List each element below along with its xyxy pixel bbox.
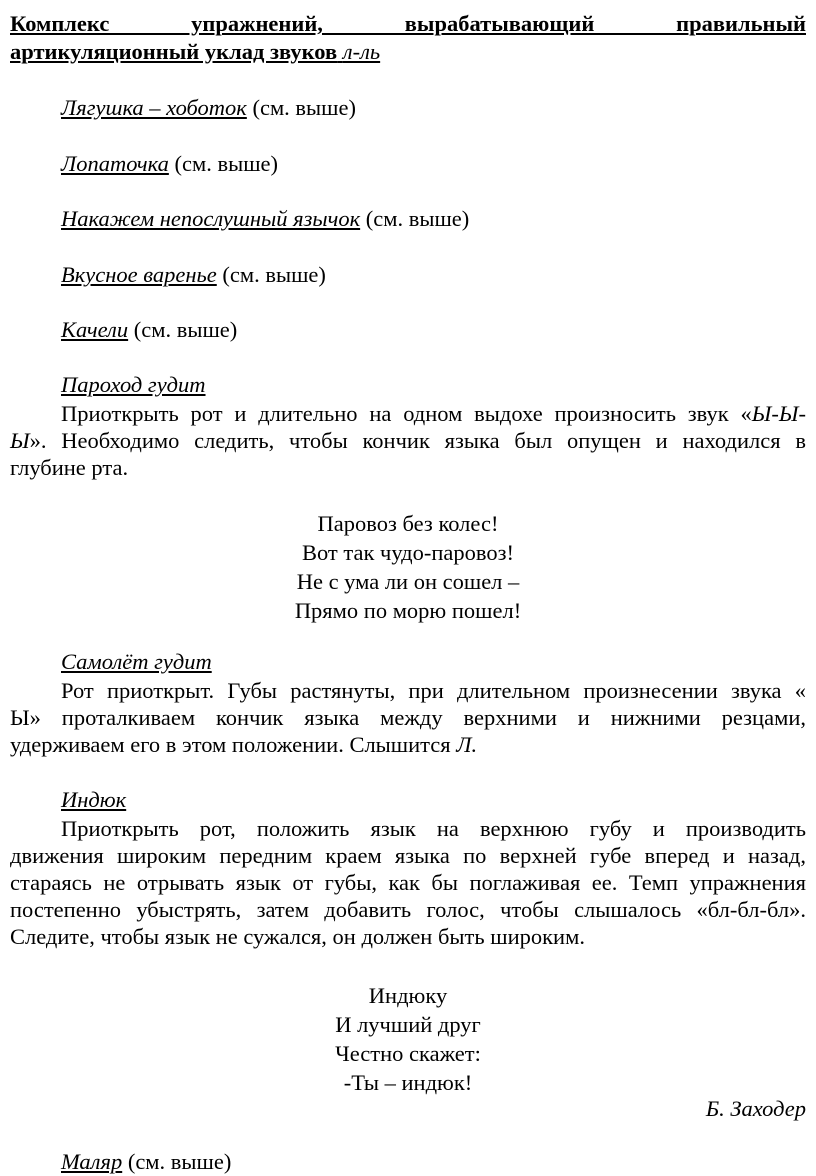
turkey-line-1: Приоткрыть рот, положить язык на верхнюю губу и производить <box>61 816 806 841</box>
poem-line: Вот так чудо-паровоз! <box>301 540 515 565</box>
plane-line-3: удерживаем его в этом положении. Слышится Л. <box>10 732 478 757</box>
exercise-note: (см. выше) <box>365 206 470 231</box>
steamer-line-3: глубине рта. <box>10 455 129 480</box>
exercise-title: Индюк <box>61 787 127 812</box>
exercise-note: (см. выше) <box>133 317 238 342</box>
poem-line: И лучший друг <box>335 1012 481 1037</box>
exercise-spatula <box>61 150 278 177</box>
exercise-title: Пароход гудит <box>61 372 206 397</box>
heading-line-1: Комплекс упражнений, вырабатывающий правильный <box>10 11 806 36</box>
exercise-title: Лягушка – хоботок <box>61 95 247 120</box>
exercise-title: Маляр <box>61 1149 123 1174</box>
poem-line: Не с ума ли он сошел – <box>296 569 520 594</box>
poem-line: Индюку <box>368 983 448 1008</box>
exercise-title: Лопаточка <box>61 151 169 176</box>
turkey-description <box>10 815 806 950</box>
exercise-title: Накажем непослушный язычок <box>61 206 361 231</box>
exercise-tasty-jam <box>61 261 326 288</box>
exercise-note: (см. выше) <box>222 262 326 287</box>
exercise-note: (см. выше) <box>174 151 278 176</box>
exercise-title: Самолёт гудит <box>61 649 212 674</box>
poem-author: Б. Заходер <box>705 1096 806 1121</box>
exercise-title: Качели <box>61 317 129 342</box>
exercise-note: (см. выше) <box>252 95 356 120</box>
turkey-poem <box>10 981 806 1097</box>
plane-line-2: Ы» проталкиваем кончик языка между верхними и нижними резцами, <box>10 705 806 730</box>
exercise-painter <box>61 1148 231 1175</box>
poem-line: Честно скажет: <box>335 1041 481 1066</box>
exercise-plane-title <box>61 648 212 675</box>
exercise-title: Вкусное варенье <box>61 262 217 287</box>
turkey-line-3: стараясь не отрывать язык от губы, как бы поглаживая ее. Темп упражнения <box>10 870 806 895</box>
document-heading <box>10 10 806 66</box>
turkey-line-5: Следите, чтобы язык не сужался, он должен быть широким. <box>10 924 585 949</box>
steamer-line-1: Приоткрыть рот и длительно на одном выдохе произносить звук «Ы-Ы- <box>61 401 806 426</box>
exercise-punish-tongue <box>61 205 469 232</box>
turkey-line-4: постепенно убыстрять, затем добавить голос, чтобы слышалось «бл-бл-бл». <box>10 897 806 922</box>
steamer-poem <box>10 509 806 625</box>
steamer-description <box>10 400 806 481</box>
poem-line: -Ты – индюк! <box>343 1070 473 1095</box>
exercise-turkey-title <box>61 786 126 813</box>
exercise-steamer-title <box>61 371 206 398</box>
exercise-note: (см. выше) <box>127 1149 232 1174</box>
poem-line: Прямо по морю пошел! <box>294 598 522 623</box>
plane-description <box>10 677 806 758</box>
heading-line-2 <box>10 38 806 66</box>
turkey-line-2: движения широким передним краем языка по верхней губе вперед и назад, <box>10 843 806 868</box>
steamer-line-2: Ы». Необходимо следить, чтобы кончик языка был опущен и находился в <box>10 428 806 453</box>
plane-line-1: Рот приоткрыт. Губы растянуты, при длительном произнесении звука « <box>61 678 806 703</box>
poem-line: Паровоз без колес! <box>317 511 499 536</box>
heading-text: артикуляционный уклад звуков <box>10 39 338 64</box>
heading-sounds: л-ль <box>342 39 381 64</box>
exercise-swing <box>61 316 237 343</box>
exercise-frog-trunk <box>61 94 356 121</box>
